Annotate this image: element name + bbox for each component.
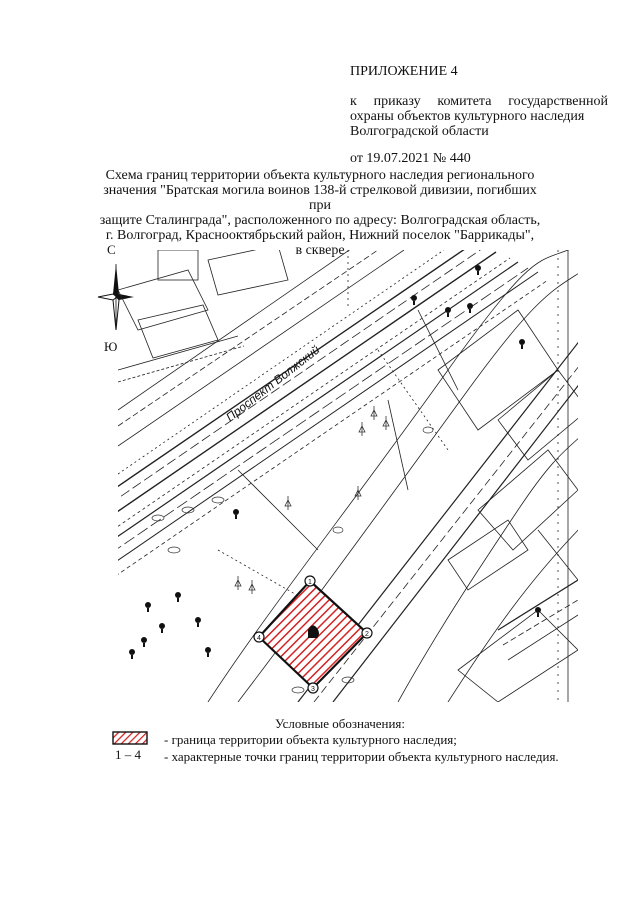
- scheme-title-line: защите Сталинграда", расположенного по адресу: Волгоградская область,: [99, 213, 541, 228]
- appendix-order-text: к приказу комитета государственной охраны объектов культурного наследия: [350, 94, 608, 124]
- legend-points-label: 1 – 4: [115, 747, 141, 762]
- appendix-title: ПРИЛОЖЕНИЕ 4: [350, 64, 458, 79]
- legend-boundary-text: - граница территории объекта культурного наследия;: [164, 732, 457, 747]
- legend-heading: Условные обозначения:: [274, 716, 406, 731]
- legend-boundary-swatch: [112, 731, 148, 745]
- boundary-point-label: 1: [308, 579, 312, 586]
- compass-south-label: Ю: [104, 339, 118, 354]
- boundary-point-1: [305, 576, 315, 586]
- boundary-point-4: [254, 632, 264, 642]
- heritage-territory: [259, 581, 367, 688]
- legend-points-text: - характерные точки границ территории объекта культурного наследия.: [164, 749, 559, 764]
- boundary-point-2: [362, 628, 372, 638]
- street-label: Проспект Волжский: [223, 342, 323, 425]
- appendix-header: [350, 64, 608, 166]
- conifer-symbols: [235, 406, 389, 594]
- cadastral-map: [118, 250, 578, 702]
- boundary-point-label: 3: [311, 686, 315, 693]
- scheme-title-line: значения "Братская могила воинов 138-й стрелковой дивизии, погибших при: [103, 183, 537, 213]
- appendix-order-date: от 19.07.2021 № 440: [350, 151, 471, 166]
- boundary-point-label: 4: [257, 635, 261, 642]
- boundary-point-3: [308, 683, 318, 693]
- scheme-title-line: Схема границ территории объекта культурного наследия регионального: [105, 168, 535, 183]
- scheme-title-line: в сквере: [295, 243, 345, 258]
- compass-north-label: С: [107, 242, 116, 257]
- appendix-region: Волгоградской области: [350, 124, 489, 139]
- boundary-point-label: 2: [365, 631, 369, 638]
- scheme-title: [96, 168, 544, 258]
- scheme-title-line: г. Волгоград, Краснооктябрьский район, Нижний поселок "Баррикады",: [105, 228, 535, 243]
